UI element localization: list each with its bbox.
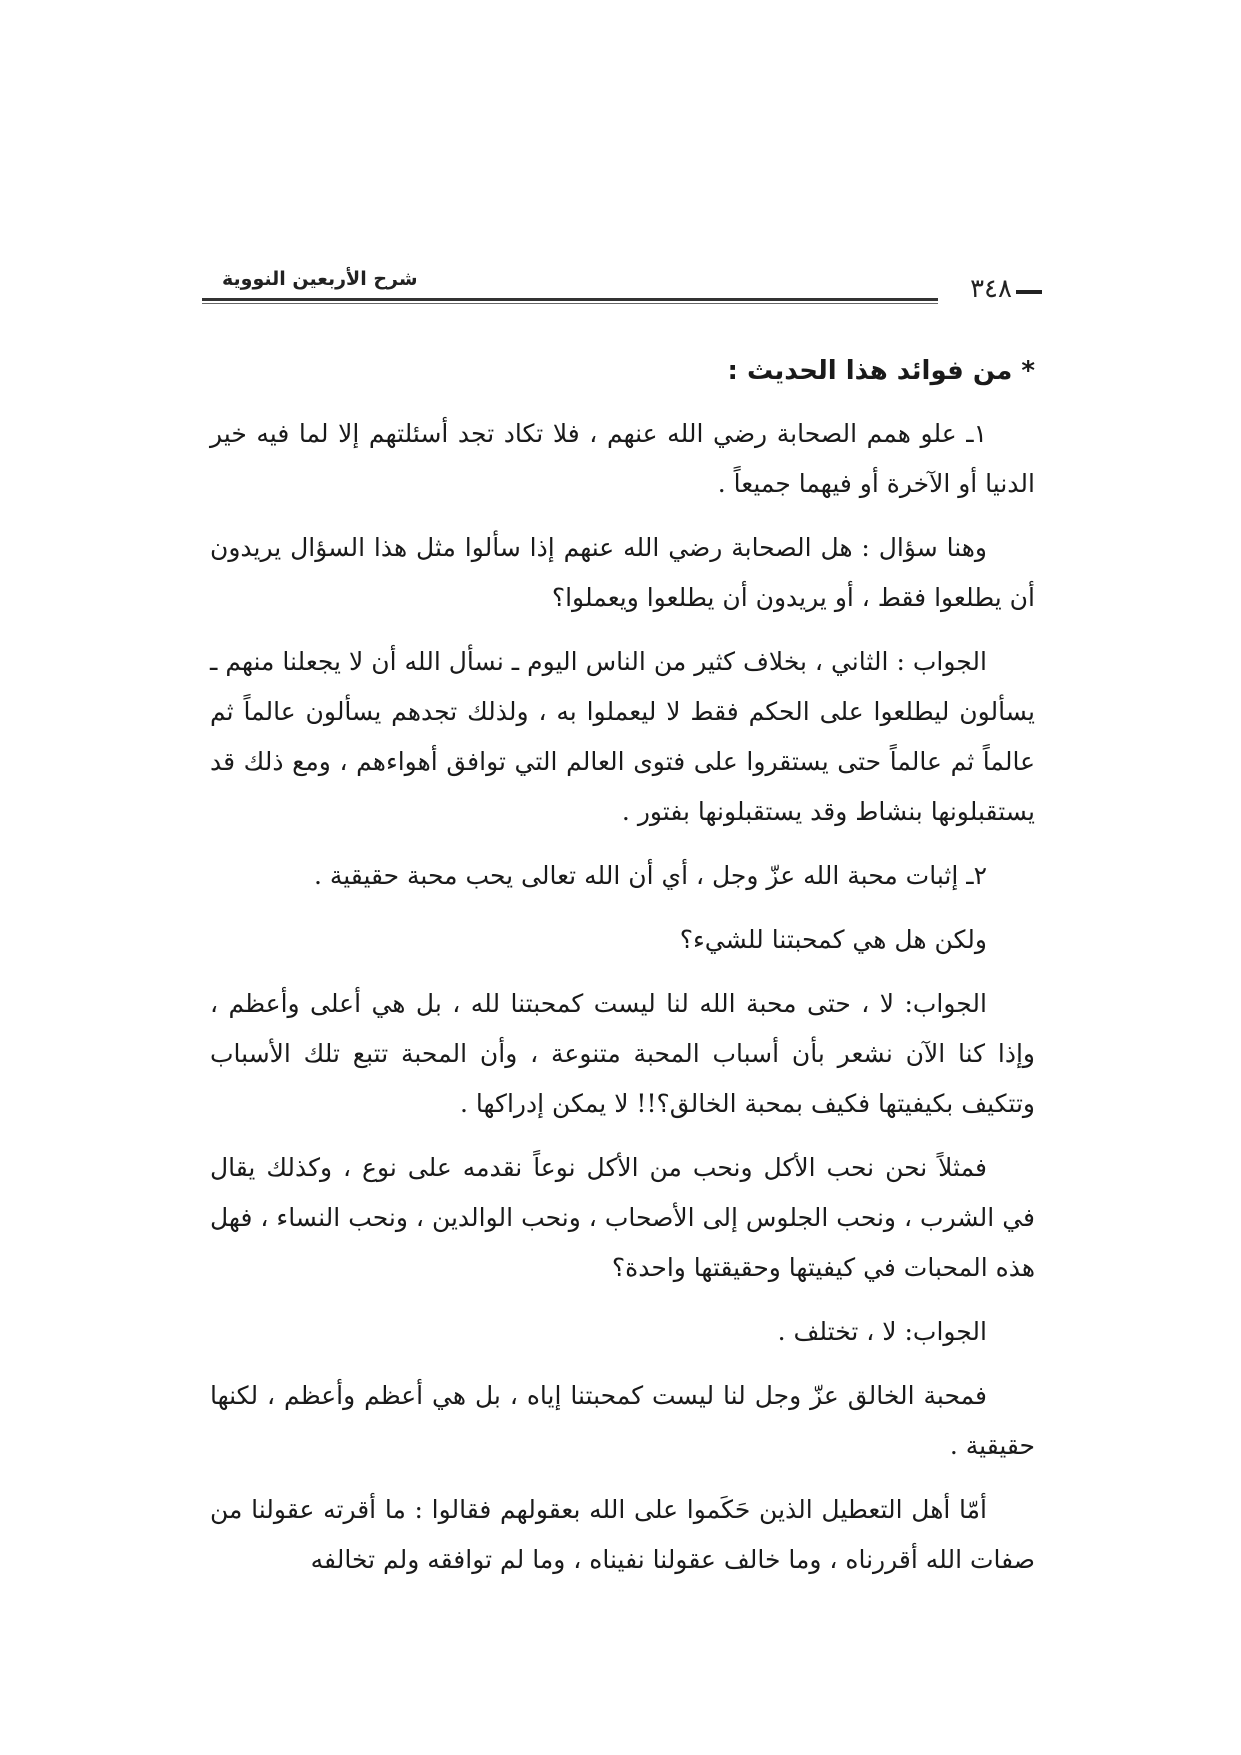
paragraph: الجواب : الثاني ، بخلاف كثير من الناس اليوم ـ نسأل الله أن لا يجعلنا منهم ـ يسألون ليطلعوا على الحكم فقط لا ليعملوا به ، ولذلك تجدهم يسألون عالماً ثم عالماً ثم عالماً حتى يستقروا على فتوى العالم التي توافق أهواءهم ، ومع ذلك قد يستقبلونها بنشاط وقد يستقبلونها بفتور . (210, 647, 1035, 826)
paragraph: الجواب: لا ، تختلف . (777, 1317, 987, 1346)
header-rule (202, 298, 938, 301)
paragraph: أمّا أهل التعطيل الذين حَكَموا على الله بعقولهم فقالوا : ما أقرته عقولنا من صفات الله أقررناه ، وما خالف عقولنا نفيناه ، وما لم توافقه ولم تخالفه (210, 1495, 1035, 1574)
paragraph: وهنا سؤال : هل الصحابة رضي الله عنهم إذا سألوا مثل هذا السؤال يريدون أن يطلعوا فقط ، أو يريدون أن يطلعوا ويعملوا؟ (210, 533, 1035, 612)
page-number-mark (1016, 290, 1042, 294)
paragraph: ولكن هل هي كمحبتنا للشيء؟ (679, 925, 987, 954)
paragraph: فمثلاً نحن نحب الأكل ونحب من الأكل نوعاً نقدمه على نوع ، وكذلك يقال في الشرب ، ونحب الجلوس إلى الأصحاب ، ونحب الوالدين ، ونحب النساء ، فهل هذه المحبات في كيفيتها وحقيقتها واحدة؟ (210, 1153, 1035, 1282)
body-text (210, 345, 1035, 1599)
section-heading: * من فوائد هذا الحديث : (727, 356, 1035, 386)
paragraph: ١ـ علو همم الصحابة رضي الله عنهم ، فلا تكاد تجد أسئلتهم إلا لما فيه خير الدنيا أو الآخرة أو فيهما جميعاً . (210, 419, 1035, 498)
paragraph: ٢ـ إثبات محبة الله عزّ وجل ، أي أن الله تعالى يحب محبة حقيقية . (313, 861, 987, 890)
page-header (202, 268, 1042, 318)
header-rule-thin (202, 303, 938, 304)
paragraph: فمحبة الخالق عزّ وجل لنا ليست كمحبتنا إياه ، بل هي أعظم وأعظم ، لكنها حقيقية . (210, 1381, 1035, 1460)
paragraph: الجواب: لا ، حتى محبة الله لنا ليست كمحبتنا لله ، بل هي أعلى وأعظم ، وإذا كنا الآن نشعر بأن أسباب المحبة متنوعة ، وأن المحبة تتبع تلك الأسباب وتتكيف بكيفيتها فكيف بمحبة الخالق؟!! لا يمكن إدراكها . (210, 989, 1035, 1118)
page-number: ٣٤٨ (970, 274, 1012, 304)
running-title: شرح الأربعين النووية (222, 268, 418, 290)
